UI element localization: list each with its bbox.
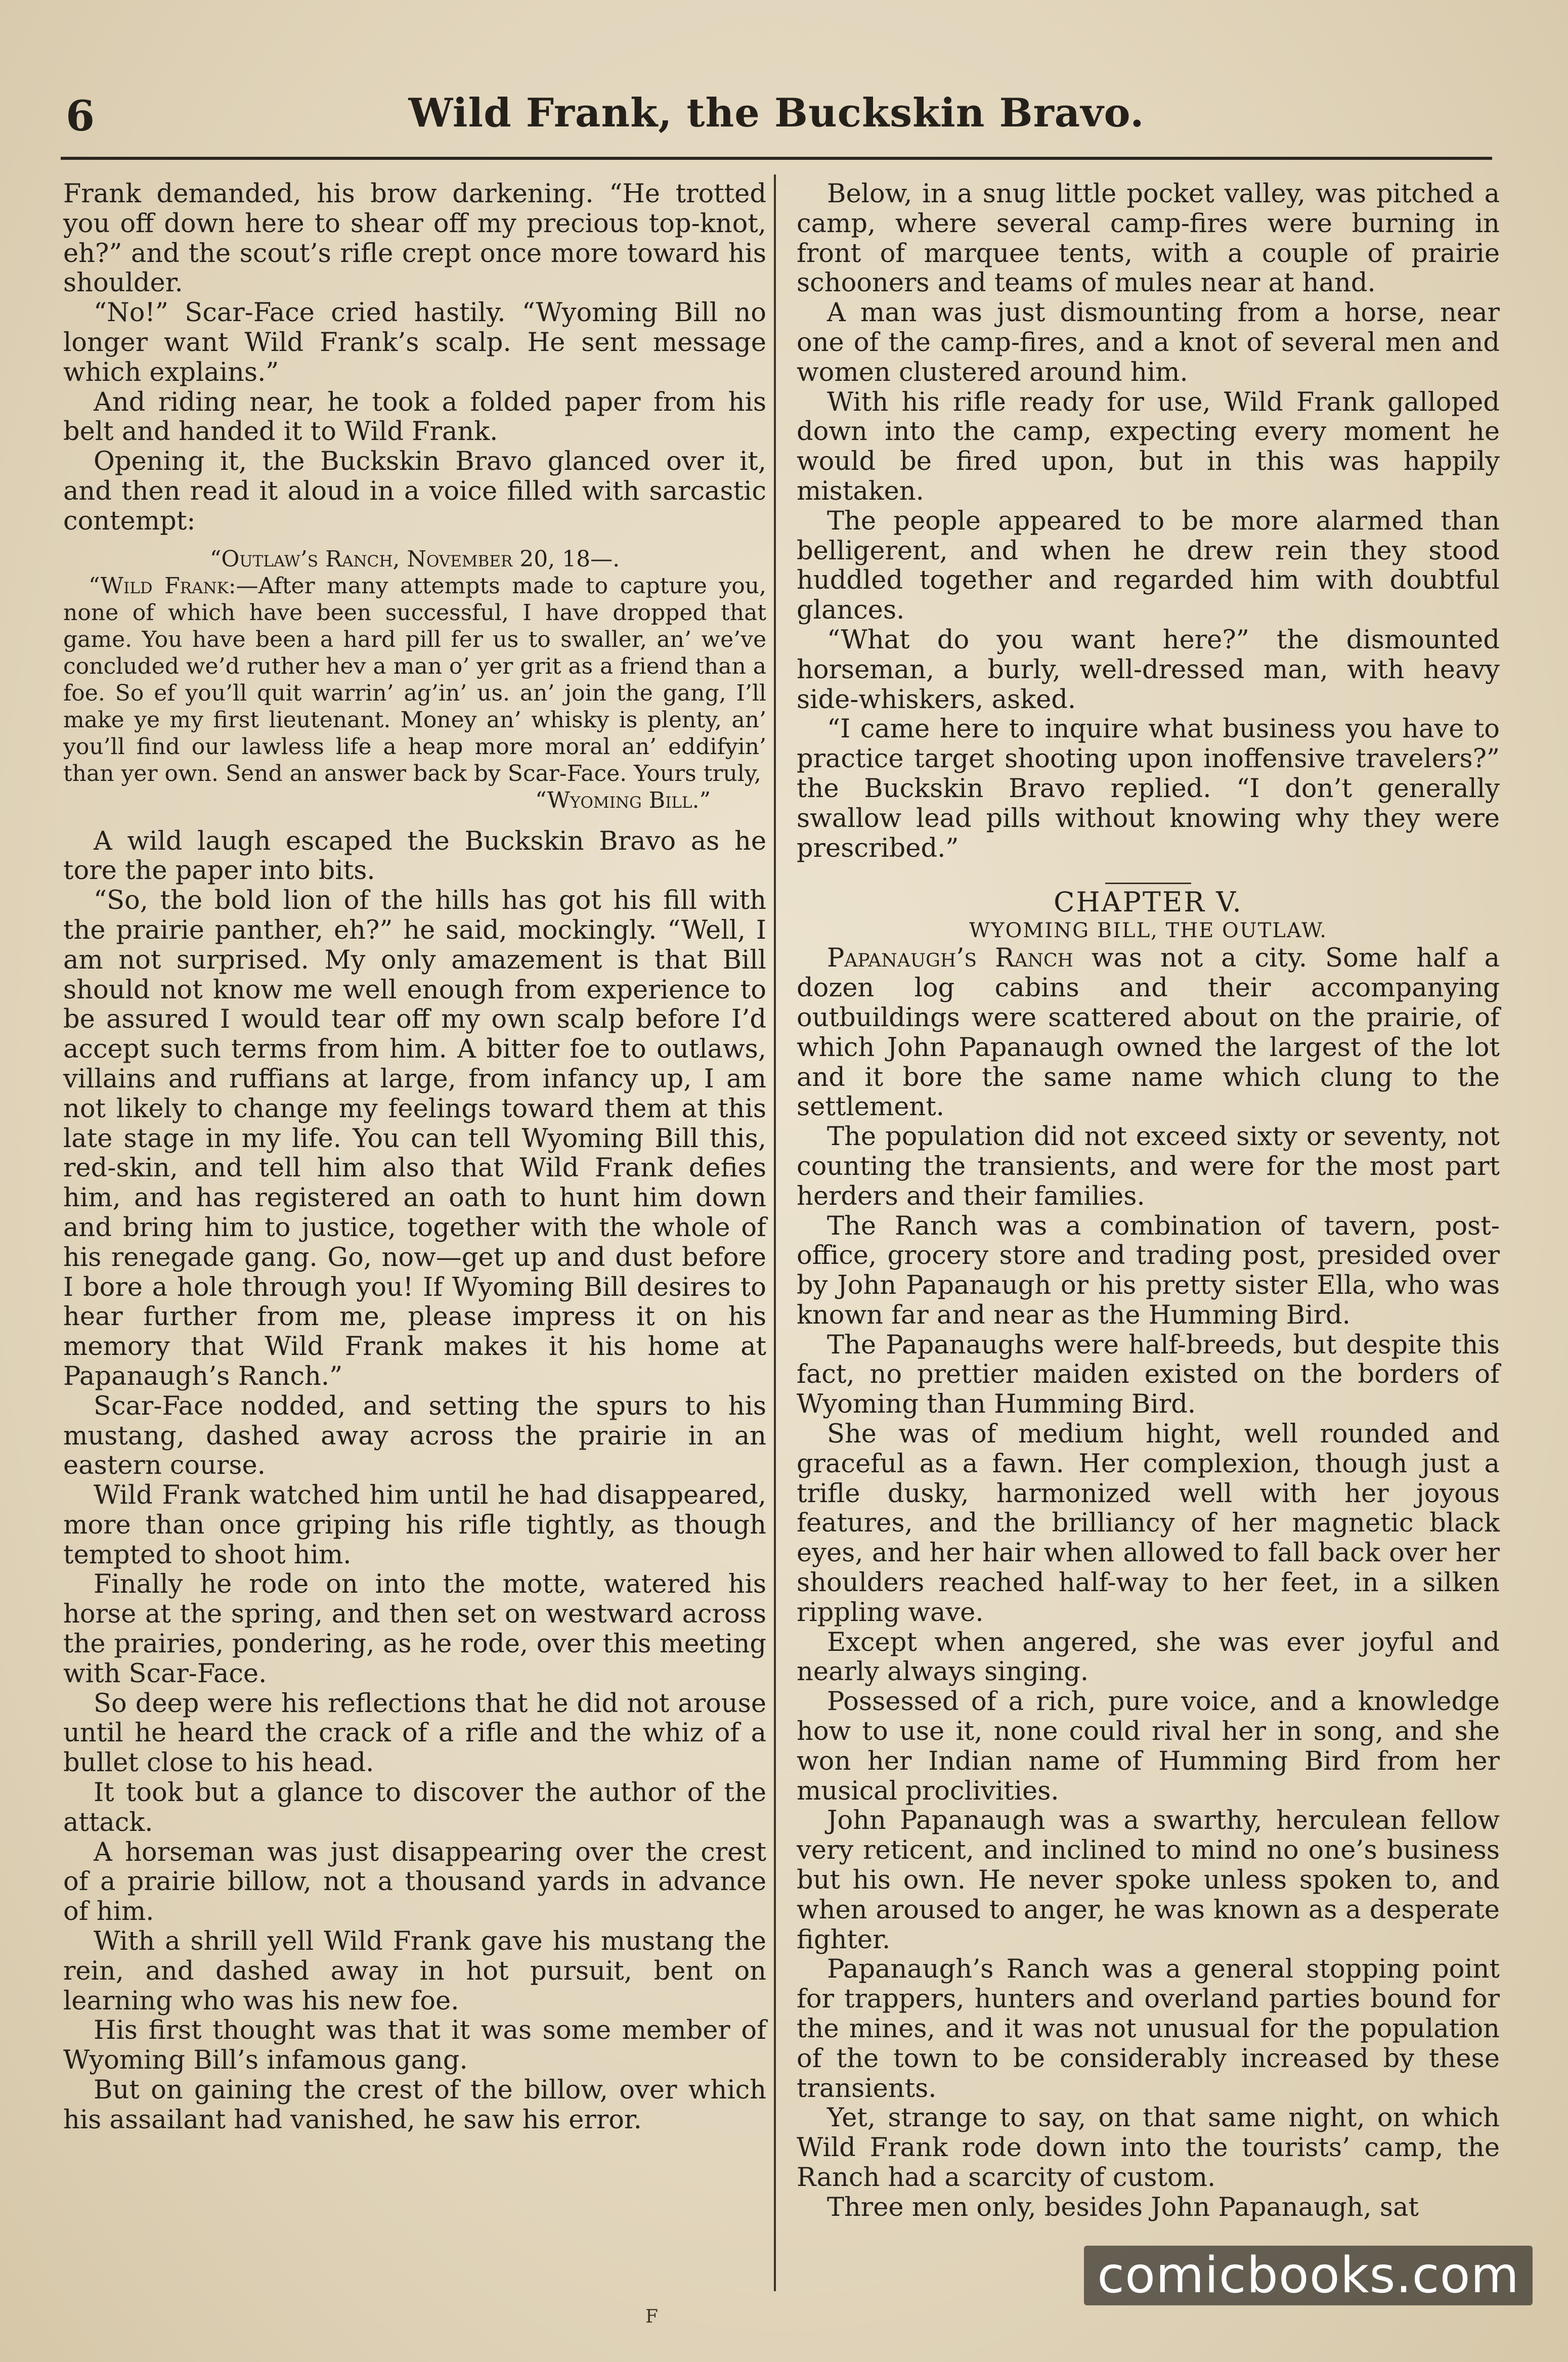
letter-signature: “Wyoming Bill.” — [535, 787, 711, 813]
paragraph: With his rifle ready for use, Wild Frank galloped down into the camp, expecting every moment he would be fired upon, but in this was happily mistaken. — [797, 387, 1500, 506]
paragraph: The Ranch was a combination of tavern, post-office, grocery store and trading post, presided over by John Papanaugh or his pretty sister Ella, who was known far and near as the Humming Bird. — [797, 1211, 1500, 1330]
chapter-lead-words: Papanaugh’s Ranch — [827, 943, 1073, 974]
paragraph: A man was just dismounting from a horse, near one of the camp-fires, and a knot of several men and women clustered around him. — [797, 298, 1500, 387]
left-column — [63, 180, 766, 2135]
paragraph — [797, 944, 1500, 1122]
paragraph: A horseman was just disappearing over the crest of a prairie billow, not a thousand yards in advance of him. — [63, 1837, 766, 1927]
paragraph: Wild Frank watched him until he had disappeared, more than once griping his rifle tightly, as though tempted to shoot him. — [63, 1480, 766, 1570]
chapter-subtitle: WYOMING BILL, THE OUTLAW. — [969, 919, 1327, 943]
header-rule — [61, 157, 1492, 160]
page-number: 6 — [66, 92, 95, 141]
letter-text: —After many attempts made to capture you, none of which have been successful, I have dropped that game. You have been a hard pill fer us to swaller, an’ we’ve concluded we’d ruther hev a man o’ yer grit as a friend than a foe. So ef you’ll quit warrin’ ag’in’ us. an’ join the gang, I’ll make ye my first lieutenant. Money an’ whisky is plenty, an’ you’ll find our lawless life a heap more moral an’ eddifyin’ than yer own. Send an answer back by Scar-Face. Yours truly, — [63, 573, 767, 786]
paragraph: Below, in a snug little pocket valley, was pitched a camp, where several camp-fires were burning in front of marquee tents, with a couple of prairie schooners and teams of mules near at hand. — [797, 179, 1500, 298]
paragraph-text: was not a city. Some half a dozen log cabins and their accompanying outbuildings were scattered about on the prairie, of which John Papanaugh owned the largest of the lot and it bore the same name which clung to the settlement. — [797, 943, 1500, 1122]
paragraph: Scar-Face nodded, and setting the spurs to his mustang, dashed away across the prairie in an eastern course. — [63, 1391, 766, 1481]
paragraph: His first thought was that it was some member of Wyoming Bill’s infamous gang. — [63, 2016, 766, 2076]
chapter-rule — [1105, 883, 1191, 884]
letter-heading: “Outlaw’s Ranch, November 20, 18—. — [209, 546, 620, 572]
column-divider — [774, 174, 776, 2291]
paragraph: Three men only, besides John Papanaugh, sat — [827, 2192, 1419, 2222]
letter-salutation: “Wild Frank: — [89, 573, 236, 599]
paragraph: Frank demanded, his brow darkening. “He trotted you off down here to shear off my precious top-knot, eh?” and the scout’s rifle crept once more toward his shoulder. — [63, 179, 766, 298]
chapter-heading — [797, 883, 1500, 944]
paragraph: Finally he rode on into the motte, watered his horse at the spring, and then set on westward across the prairies, pondering, as he rode, over this meeting with Scar-Face. — [63, 1569, 766, 1689]
right-column — [797, 180, 1500, 2223]
site-watermark: comicbooks.com — [1084, 2246, 1533, 2305]
paragraph: A wild laugh escaped the Buckskin Bravo as he tore the paper into bits. — [63, 826, 766, 886]
paragraph: “So, the bold lion of the hills has got his fill with the prairie panther, eh?” he said, mockingly. “Well, I am not surprised. My only amazement is that Bill should not know me well enough from experience to be assured I would tear off my own scalp before I’d accept such terms from him. A bitter foe to outlaws, villains and ruffians at large, from infancy up, I am not likely to change my feelings toward them at this late stage in my life. You can tell Wyoming Bill this, red-skin, and tell him also that Wild Frank defies him, and has registered an oath to hunt him down and bring him to justice, together with the whole of his renegade gang. Go, now—get up and dust before I bore a hole through you! If Wyoming Bill desires to hear further from me, please impress it on his memory that Wild Frank makes it his home at Papanaugh’s Ranch.” — [63, 886, 766, 1391]
paragraph: Possessed of a rich, pure voice, and a knowledge how to use it, none could rival her in song, and she won her Indian name of Humming Bird from her musical proclivities. — [797, 1687, 1500, 1806]
page-header — [61, 86, 1492, 147]
paragraph: And riding near, he took a folded paper from his belt and handed it to Wild Frank. — [63, 387, 766, 447]
paragraph: John Papanaugh was a swarthy, herculean fellow very reticent, and inclined to mind no one’s business but his own. He never spoke unless spoken to, and when aroused to anger, he was known as a desperate fighter. — [797, 1806, 1500, 1955]
paragraph: But on gaining the crest of the billow, over which his assailant had vanished, he saw his error. — [63, 2075, 766, 2135]
letter-block — [63, 546, 766, 814]
signature-mark: F — [645, 2306, 658, 2327]
paragraph: Except when angered, she was ever joyful and nearly always singing. — [797, 1627, 1500, 1687]
paragraph: The Papanaughs were half-breeds, but despite this fact, no prettier maiden existed on the borders of Wyoming than Humming Bird. — [797, 1330, 1500, 1420]
paragraph: The population did not exceed sixty or seventy, not counting the transients, and were for the most part herders and their families. — [797, 1122, 1500, 1211]
paragraph: With a shrill yell Wild Frank gave his mustang the rein, and dashed away in hot pursuit, bent on learning who was his new foe. — [63, 1927, 766, 2016]
paragraph: “What do you want here?” the dismounted horseman, a burly, well-dressed man, with heavy side-whiskers, asked. — [797, 625, 1500, 715]
paragraph: Yet, strange to say, on that same night, on which Wild Frank rode down into the tourists’ camp, the Ranch had a scarcity of custom. — [797, 2103, 1500, 2193]
paragraph: So deep were his reflections that he did not arouse until he heard the crack of a rifle and the whiz of a bullet close to his head. — [63, 1688, 766, 1778]
paragraph: Opening it, the Buckskin Bravo glanced over it, and then read it aloud in a voice filled with sarcastic contempt: — [63, 447, 766, 536]
chapter-title: CHAPTER V. — [1054, 886, 1243, 918]
letter-body — [63, 573, 766, 787]
paragraph: “No!” Scar-Face cried hastily. “Wyoming Bill no longer want Wild Frank’s scalp. He sent message which explains.” — [63, 298, 766, 387]
paragraph: Papanaugh’s Ranch was a general stopping point for trappers, hunters and overland parties bound for the mines, and it was not unusual for the population of the town to be considerably increased by these transients. — [797, 1954, 1500, 2104]
paragraph: The people appeared to be more alarmed than belligerent, and when he drew rein they stood huddled together and regarded him with doubtful glances. — [797, 506, 1500, 626]
running-title: Wild Frank, the Buckskin Bravo. — [408, 90, 1145, 136]
paragraph: She was of medium hight, well rounded and graceful as a fawn. Her complexion, though just a trifle dusky, harmonized well with her joyous features, and the brilliancy of her magnetic black eyes, and her hair when allowed to fall back over her shoulders reached half-way to her feet, in a silken rippling wave. — [797, 1419, 1500, 1628]
paragraph: “I came here to inquire what business you have to practice target shooting upon inoffensive travelers?” the Buckskin Bravo replied. “I don’t generally swallow lead pills without knowing why they were prescribed.” — [797, 714, 1500, 863]
paragraph: It took but a glance to discover the author of the attack. — [63, 1778, 766, 1838]
